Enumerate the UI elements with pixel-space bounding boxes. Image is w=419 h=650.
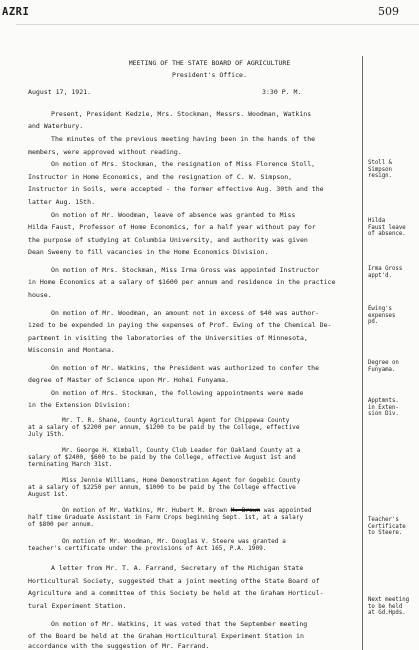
body-line: The minutes of the previous meeting having been in the hands of the — [51, 135, 316, 143]
meeting-date: August 17, 1921. — [28, 88, 92, 96]
body-line: of the Board be held at the Graham Horticultural Experiment Station in — [28, 632, 304, 640]
document-title: MEETING OF THE STATE BOARD OF AGRICULTURE — [128, 59, 291, 67]
page-number: 509 — [378, 5, 399, 18]
body-line: half time Graduate Assistant in Farm Crops beginning Sept. 1st, at a salary — [28, 514, 304, 521]
body-line: terminating March 31st. — [28, 461, 113, 468]
body-line: in Home Economics at a salary of $1600 per annum and residence in the practice — [28, 278, 336, 286]
body-line: in the Extension Division: — [28, 401, 131, 409]
body-line: Dean Sweeny to fill vacancies in the Home Economics Division. — [28, 248, 269, 256]
body-line: On motion of Mr. Watkins, it was voted that the September meeting — [51, 620, 308, 628]
body-line: On motion of Mrs. Stockman, the following appointments were made — [51, 389, 304, 397]
body-line: Hilda Faust, Professor of Home Economics, for a half year without pay for — [28, 223, 316, 231]
body-line: members, were approved without reading. — [28, 148, 182, 156]
body-line: August 1st. — [28, 491, 69, 498]
body-line: On motion of Mr. Woodman, leave of absence was granted to Miss — [51, 211, 296, 219]
body-line: latter Aug. 15th. — [28, 198, 96, 206]
body-line: Miss Jennie Williams, Home Demonstration Agent for Gogebic County — [62, 477, 301, 484]
margin-rule — [362, 56, 363, 650]
body-line: Mr. T. R. Shane, County Agricultural Agent for Chippewa County — [62, 417, 290, 424]
body-line: Mr. George H. Kimball, County Club Leader for Oakland County at a — [62, 447, 301, 454]
body-line: the purpose of studying at Columbia University, and authority was given — [28, 236, 308, 244]
document-subtitle: President's Office. — [172, 71, 247, 79]
body-line: Agriculture and a committee of this Society be held at the Graham Horticul- — [28, 589, 324, 597]
body-line: salary of $2400, $600 to be paid by the College, effective August 1st and — [28, 454, 296, 461]
body-line: ized to be expended in paying the expenses of Prof. Ewing of the Chemical De- — [28, 321, 332, 329]
body-line: accordance with the suggestion of Mr. Farrand. — [28, 642, 210, 650]
body-line: On motion of Mr. Watkins, the President was authorized to confer the — [51, 364, 320, 372]
header-left-stamp: AZRI — [2, 6, 30, 18]
body-line: A letter from Mr. T. A. Farrand, Secretary of the Michigan State — [51, 564, 304, 572]
margin-note: Ewing's expenses pd. — [368, 306, 396, 325]
body-line: and Waterbury. — [28, 122, 84, 130]
body-line: On motion of Mrs. Stockman, Miss Irma Gross was appointed Instructor — [51, 266, 320, 274]
body-line: Instructor in Soils, were accepted - the former effective Aug. 30th and the — [28, 185, 324, 193]
body-line: On motion of Mr. Woodman, an amount not in excess of $40 was author- — [51, 309, 320, 317]
margin-note: Irma Gross appt'd. — [368, 266, 403, 279]
margin-note: Degree on Funyama. — [368, 360, 399, 373]
body-line: Present, President Kedzie, Mrs. Stockman, Messrs. Woodman, Watkins — [51, 110, 312, 118]
margin-note: Teacher's Certificate to Steere. — [368, 517, 406, 536]
margin-note: Apptmnts. in Exten- sion Div. — [368, 398, 399, 417]
body-line: partment in visiting the laboratories of the Universities of Minnesota, — [28, 334, 308, 342]
body-line: house. — [28, 291, 52, 299]
margin-note: Hilda Faust leave of absence. — [368, 218, 406, 237]
body-line: On motion of Mr. Woodman, Mr. Douglas V. Steere was granted a — [62, 538, 286, 545]
body-line: at a salary of $2200 per annum, $1200 to be paid by the College, effective — [28, 424, 300, 431]
body-line-segment: On motion of Mr. Watkins, Mr. Hubert M. Brown — [62, 507, 231, 514]
body-line: July 15th. — [28, 431, 65, 438]
body-line: Horticultural Society, suggested that a joint meeting ofthe State Board of — [28, 577, 320, 585]
body-line: tural Experiment Station. — [28, 602, 127, 610]
struck-text: M. Brown — [230, 507, 261, 514]
body-line: of $800 per annum. — [28, 521, 95, 528]
top-edge-line — [16, 24, 419, 25]
body-line-segment: was appointed — [260, 507, 312, 514]
body-line: at a salary of $2250 per annum, $1000 to be paid by the College effective — [28, 484, 296, 491]
body-line: degree of Master of Science upon Mr. Hohei Funyama. — [28, 376, 230, 384]
body-line: On motion of Mrs. Stockman, the resignation of Miss Florence Stoll, — [51, 160, 316, 168]
body-line: teacher's certificate under the provisions of Act 165, P.A. 1909. — [28, 545, 267, 552]
body-line — [62, 507, 312, 514]
body-line: Wisconsin and Montana. — [28, 346, 115, 354]
margin-note: Next meeting to be held at Gd.Hpds. — [368, 597, 410, 616]
margin-note: Stoll & Simpson resign. — [368, 160, 392, 179]
meeting-time: 3:30 P. M. — [262, 88, 302, 96]
body-line: Instructor in Home Economics, and the resignation of C. W. Simpson, — [28, 173, 293, 181]
